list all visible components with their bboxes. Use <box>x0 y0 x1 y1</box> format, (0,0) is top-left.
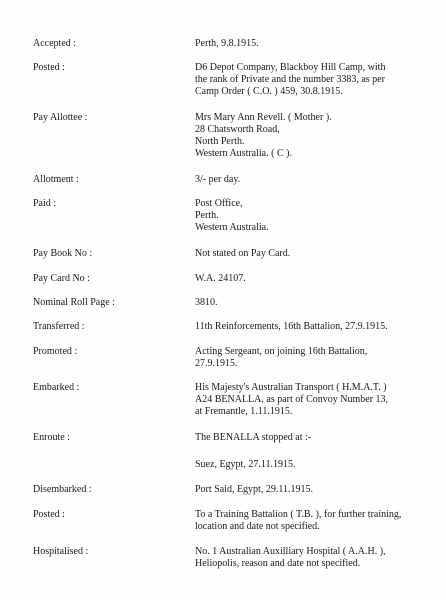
field-value <box>195 546 420 570</box>
field-value <box>195 273 420 285</box>
field-label: Pay Card No : <box>33 273 90 284</box>
value-line: 3810. <box>195 297 218 308</box>
field-label: Allotment : <box>33 174 79 185</box>
field-value <box>195 382 420 418</box>
value-line: Heliopolis, reason and date not specified. <box>195 558 361 569</box>
value-line: A24 BENALLA, as part of Convoy Number 13, <box>195 394 389 405</box>
field-label: Enroute : <box>33 432 70 443</box>
value-line: 3/- per day. <box>195 174 241 185</box>
field-value <box>195 484 420 496</box>
value-line: The BENALLA stopped at :- <box>195 432 312 443</box>
field-value <box>195 297 420 309</box>
value-line: To a Training Battalion ( T.B. ), for further training, <box>195 509 402 520</box>
value-line: 11th Reinforcements, 16th Battalion, 27.9.1915. <box>195 321 388 332</box>
field-value <box>195 346 420 370</box>
value-line: Post Office, <box>195 198 243 209</box>
value-line: No. 1 Australian Auxilliary Hospital ( A.A.H. ), <box>195 546 386 557</box>
value-line: Suez, Egypt, 27.11.1915. <box>195 459 296 470</box>
value-line: 28 Chatsworth Road, <box>195 124 280 135</box>
value-line: Mrs Mary Ann Revell. ( Mother ). <box>195 112 332 123</box>
value-line: Western Australia. ( C ). <box>195 148 292 159</box>
field-label: Nominal Roll Page : <box>33 297 115 308</box>
field-label: Embarked : <box>33 382 80 393</box>
field-label: Posted : <box>33 509 65 520</box>
value-line: the rank of Private and the number 3383, as per <box>195 74 385 85</box>
value-line: Perth. <box>195 210 219 221</box>
value-line: Acting Sergeant, on joining 16th Battalion, <box>195 346 368 357</box>
value-line: Not stated on Pay Card. <box>195 248 291 259</box>
field-value <box>195 459 420 471</box>
field-label: Transferred : <box>33 321 85 332</box>
field-value <box>195 112 420 160</box>
field-value <box>195 321 420 333</box>
value-line: W.A. 24107. <box>195 273 246 284</box>
value-line: 27.9.1915. <box>195 358 238 369</box>
field-label: Paid : <box>33 198 57 209</box>
field-label: Hospitalised : <box>33 546 89 557</box>
field-value <box>195 198 420 234</box>
value-line: Port Said, Egypt, 29.11.1915. <box>195 484 313 495</box>
field-label: Promoted : <box>33 346 78 357</box>
field-value <box>195 432 420 444</box>
field-value <box>195 174 420 186</box>
field-value <box>195 38 420 50</box>
value-line: His Majesty's Australian Transport ( H.M.A.T. ) <box>195 382 387 393</box>
field-label: Pay Book No : <box>33 248 93 259</box>
value-line: at Fremantle, 1.11.1915. <box>195 406 293 417</box>
value-line: D6 Depot Company, Blackboy Hill Camp, with <box>195 62 386 73</box>
field-label: Disembarked : <box>33 484 92 495</box>
value-line: North Perth. <box>195 136 245 147</box>
value-line: Perth, 9.8.1915. <box>195 38 259 49</box>
field-value <box>195 509 420 533</box>
field-label: Posted : <box>33 62 65 73</box>
value-line: Camp Order ( C.O. ) 459, 30.8.1915. <box>195 86 343 97</box>
field-label: Accepted : <box>33 38 77 49</box>
field-label: Pay Allottee : <box>33 112 88 123</box>
value-line: Western Australia. <box>195 222 269 233</box>
field-value <box>195 248 420 260</box>
value-line: location and date not specified. <box>195 521 320 532</box>
field-value <box>195 62 420 98</box>
